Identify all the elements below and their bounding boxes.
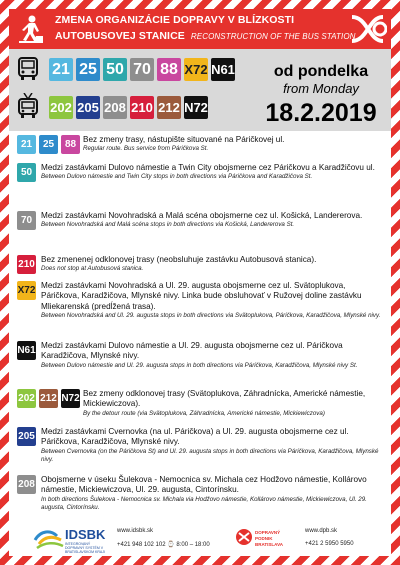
row-description [41,281,381,320]
row-description [41,341,381,370]
trolleybus-icon [15,93,41,119]
line-chip-212: 212 [157,96,181,119]
line-chip-202: 202 [49,96,73,119]
validity-text [257,63,385,96]
ids-phone: +421 948 102 102 ⌚ 8:00 – 18:00 [117,542,210,548]
change-row [13,135,387,157]
line-badge-70: 70 [17,211,36,230]
line-badge-n72: N72 [61,389,80,408]
line-badge-210: 210 [17,255,36,274]
row-text-en: Does not stop at Autobusová stanica. [41,265,144,273]
line-badge-205: 205 [17,427,36,446]
row-text-sk: Medzi zastávkami Cvernovka (na ul. Páričkova) a Ul. 29. augusta obojsmerne cez ul. Páričkova, Karadžičova, Mlynské nivy. [41,427,349,447]
title-line-2-sk: AUTOBUSOVEJ STANICE [55,30,185,42]
bus-icon [15,56,41,82]
header-bar [9,9,391,49]
row-line-badges [17,427,36,446]
row-description [41,475,381,512]
line-chip-21: 21 [49,58,73,81]
row-line-badges [17,255,36,274]
row-line-badges [17,281,36,300]
row-line-badges [17,211,36,230]
row-text-sk: Medzi zastávkami Dulovo námestie a Ul. 29. augusta obojsmerne cez ul. Páričkova Karadžičova, Mlynské nivy. [41,341,343,361]
change-row [13,341,387,385]
row-description [41,163,381,181]
line-badge-25: 25 [39,135,58,154]
row-text-sk: Medzi zastávkami Dulovo námestie a Twin City obojsmerne cez Páričkovu a Karadžičovu ul. [41,163,375,172]
row-text-en: Between Dulovo námestie and Ul. 29. augusta stops in both directions via Páričkova, Karadžičova, Mlynské nivy St. [41,361,358,369]
trolley-lines [49,96,208,119]
dpb-phone: +421 2 5950 5950 [305,541,354,547]
line-chip-x72: X72 [184,58,208,81]
row-text-sk: Medzi zastávkami Novohradská a Malá scéna obojsmerne cez ul. Košická, Landererova. [41,211,363,220]
footer [9,521,391,556]
line-chip-70: 70 [130,58,154,81]
row-text-sk: Bez zmenenej odklonovej trasy (neobsluhuje zastávku Autobusová stanica). [41,255,317,264]
change-row [13,389,387,425]
row-text-en: Between Novohradská and Ul. 29. augusta stops in both directions via Svätoplukova, Páričkova, Karadžičova, Mlynské nivy. [41,311,381,319]
row-line-badges [17,163,36,182]
line-chip-n72: N72 [184,96,208,119]
line-chip-205: 205 [76,96,100,119]
line-chip-50: 50 [103,58,127,81]
line-badge-88: 88 [61,135,80,154]
line-badge-n61: N61 [17,341,36,360]
affected-lines-panel [9,49,391,131]
line-chip-25: 25 [76,58,100,81]
row-line-badges [17,135,80,154]
ids-name: IDSBK [65,527,106,542]
row-text-sk: Bez zmeny trasy, nástupište situované na Páričkovej ul. [83,135,285,144]
change-row [13,475,387,519]
title-line-1: ZMENA ORGANIZÁCIE DOPRAVY V BLÍZKOSTI [55,14,295,26]
row-text-en: Regular route. Bus service from Páričkova St. [83,145,209,153]
line-badge-202: 202 [17,389,36,408]
change-row [13,255,387,277]
ids-web-link[interactable]: www.idsbk.sk [117,528,154,534]
dpb-name: DOPRAVNÝ PODNIK BRATISLAVA [255,530,283,547]
line-chip-n61: N61 [211,58,235,81]
row-description [41,255,381,273]
line-chip-208: 208 [103,96,127,119]
row-text-en: Between Cvernovka (on the Páričkova St) and Ul. 29. augusta stops in both directions via Páričkova, Karadžičova, Mlynské nivy. [41,447,379,463]
line-badge-21: 21 [17,135,36,154]
row-text-sk: Bez zmeny odklonovej trasy (Svätoplukova, Záhradnícka, Americké námestie, Mickiewiczova). [83,389,366,409]
row-text-en: In both directions Šulekova - Nemocnica sv. Michala via Hodžovo námestie, Kollárovo námestie, Mickiewiczova, Ul. 29. augusta, Cintorínsku. [41,495,367,511]
road-works-icon [16,14,46,44]
validity-date: 18.2.2019 [265,99,377,127]
row-text-sk: Obojsmerne v úseku Šulekova - Nemocnica sv. Michala cez Hodžovo námestie, Kollárovo námestie, Mickiewiczova, Ul. 29. augusta, Cintorínsku. [41,475,367,495]
line-badge-208: 208 [17,475,36,494]
validity-en: from Monday [283,81,359,96]
poster-content [9,9,391,556]
ids-logo-icon [33,526,65,550]
title-english: RECONSTRUCTION OF THE BUS STATION [190,32,356,41]
row-description [83,135,381,153]
row-text-en: Between Dulovo námestie and Twin City stops in both directions via Páričkova and Karadžičova St. [41,173,313,181]
change-row [13,427,387,471]
row-text-sk: Medzi zastávkami Novohradská a Ul. 29. augusta obojsmerne cez ul. Svätoplukova, Páričkova, Karadžičova, Mlynské nivy. Linka bude obsluhovať v Ružovej doline zastávku Mliekarenská (predĺžená trasa). [41,281,362,311]
validity-sk: od pondelka [273,63,369,80]
dpb-x-logo-icon [347,11,387,47]
row-text-en: By the detour route (via Svätoplukova, Záhradnícka, Americké námestie, Mickiewiczova) [83,409,325,417]
row-line-badges [17,475,36,494]
line-badge-212: 212 [39,389,58,408]
dpb-logo-icon [235,528,253,546]
row-line-badges [17,389,80,408]
change-row [13,211,387,253]
dpb-web-link[interactable]: www.dpb.sk [305,528,338,534]
ids-subtitle: INTEGROVANÝ DOPRAVNÝ SYSTÉM V BRATISLAVSKOM KRAJI [65,542,105,554]
bus-lines [49,58,235,81]
line-badge-50: 50 [17,163,36,182]
line-badge-x72: X72 [17,281,36,300]
row-description [41,211,381,229]
line-chip-88: 88 [157,58,181,81]
row-description [83,389,381,418]
row-line-badges [17,341,36,360]
row-text-en: Between Novohradská and Malá scéna stops in both directions via Košická, Landererova St. [41,221,295,229]
change-row [13,163,387,207]
title-line-2 [55,30,356,42]
row-description [41,427,381,464]
line-chip-210: 210 [130,96,154,119]
